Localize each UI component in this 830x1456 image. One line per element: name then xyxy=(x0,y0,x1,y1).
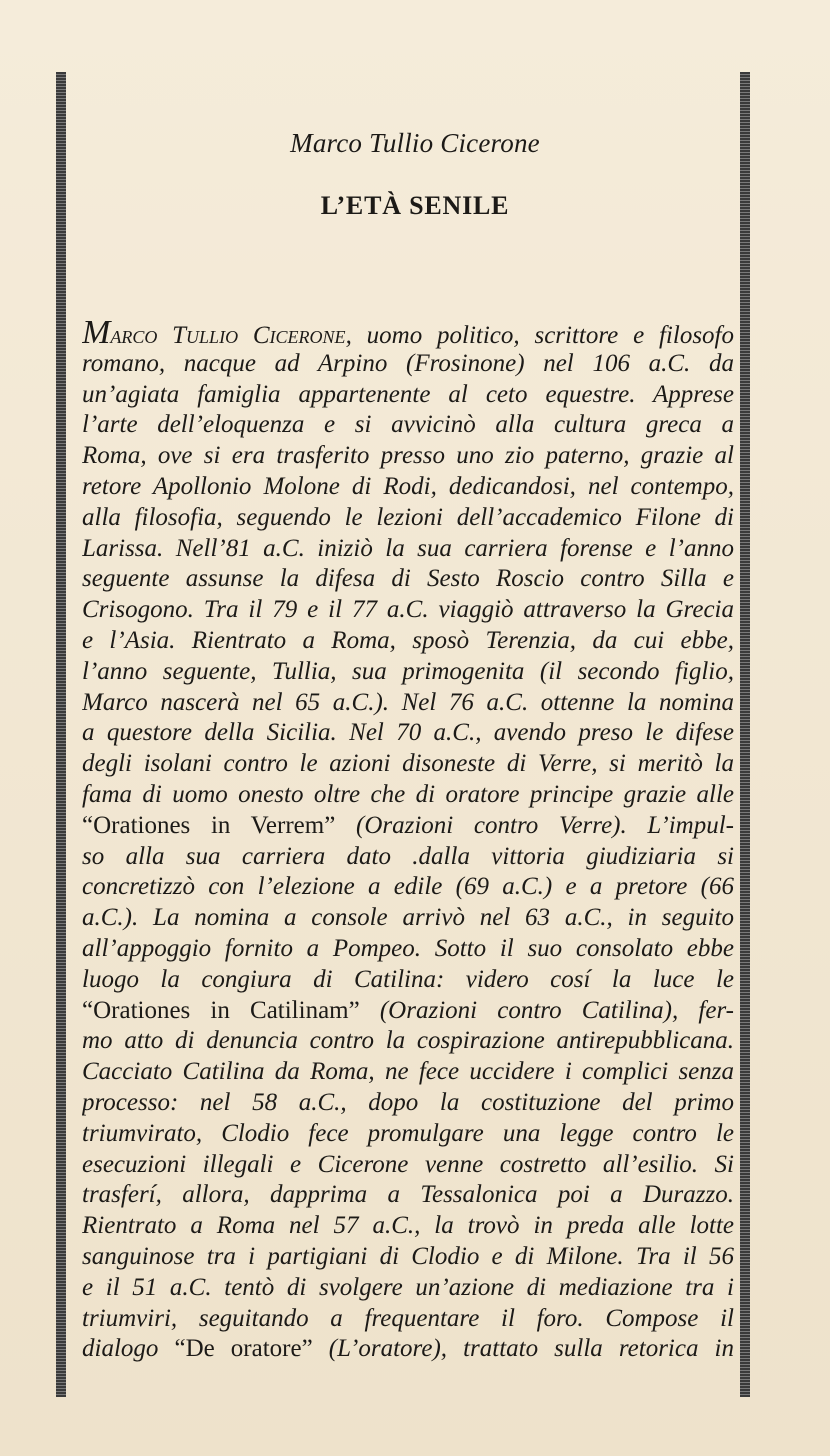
text-line: e il 51 a.C. tentò di svolgere un’azione di mediazione tra i xyxy=(82,1273,734,1301)
text-line: Rientrato a Roma nel 57 a.C., la trovò in preda alle lotte xyxy=(82,1212,734,1240)
line-lead: dialogo xyxy=(82,1335,175,1363)
line-rest: , uomo politico, scrittore e filosofo xyxy=(345,322,734,349)
text-line: a questore della Sicilia. Nel 70 a.C., avendo preso le difese xyxy=(82,719,734,747)
text-line: Cacciato Catilina da Roma, ne fece uccidere i complici senza xyxy=(82,1058,734,1086)
text-line: so alla sua carriera dato .dalla vittoria giudiziaria si xyxy=(82,842,734,870)
text-line: processo: nel 58 a.C., dopo la costituzione del primo xyxy=(82,1088,734,1116)
text-line: luogo la congiura di Catilina: videro cosí la luce le xyxy=(82,965,734,993)
text-line: e l’Asia. Rientrato a Roma, sposò Terenzia, da cui ebbe, xyxy=(82,626,734,654)
text-line: trasferí, allora, dapprima a Tessalonica poi a Durazzo. xyxy=(82,1181,734,1209)
text-line: romano, nacque ad Arpino (Frosinone) nel 106 a.C. da xyxy=(82,349,734,377)
drop-initial: M xyxy=(82,318,111,349)
line-rest: (Orazioni contro Catilina), fer- xyxy=(359,996,734,1024)
right-border-rule xyxy=(740,72,750,1397)
text-line xyxy=(82,318,734,349)
text-line: fama di uomo onesto oltre che di oratore principe grazie alle xyxy=(82,780,734,808)
work-title: “Orationes in Catilinam” xyxy=(82,996,360,1024)
work-title: “De oratore” xyxy=(174,1335,313,1363)
text-line: mo atto di denuncia contro la cospirazione antirepubblicana. xyxy=(82,1027,734,1055)
text-line: Marco nascerà nel 65 a.C.). Nel 76 a.C. ottenne la nomina xyxy=(82,688,734,716)
text-line: Roma, ove si era trasferito presso uno zio paterno, grazie al xyxy=(82,442,734,470)
text-line: a.C.). La nomina a console arrivò nel 63 a.C., in seguito xyxy=(82,904,734,932)
text-line: Crisogono. Tra il 79 e il 77 a.C. viaggiò attraverso la Grecia xyxy=(82,596,734,624)
text-line xyxy=(82,996,734,1027)
left-border-rule xyxy=(56,72,66,1397)
text-line: concretizzò con l’elezione a edile (69 a.C.) e a pretore (66 xyxy=(82,873,734,901)
text-line: un’agiata famiglia appartenente al ceto equestre. Apprese xyxy=(82,380,734,408)
text-line: triumviri, seguitando a frequentare il foro. Compose il xyxy=(82,1304,734,1332)
text-line: Larissa. Nell’81 a.C. iniziò la sua carriera forense e l’anno xyxy=(82,534,734,562)
text-line xyxy=(82,1334,734,1365)
text-line: l’anno seguente, Tullia, sua primogenita (il secondo figlio, xyxy=(82,657,734,685)
text-line: sanguinose tra i partigiani di Clodio e di Milone. Tra il 56 xyxy=(82,1242,734,1270)
text-line xyxy=(82,811,734,842)
text-line: all’appoggio fornito a Pompeo. Sotto il suo consolato ebbe xyxy=(82,934,734,962)
text-line: triumvirato, Clodio fece promulgare una legge contro le xyxy=(82,1119,734,1147)
chapter-title: L’ETÀ SENILE xyxy=(320,191,510,220)
text-line: esecuzioni illegali e Cicerone venne costretto all’esilio. Si xyxy=(82,1150,734,1178)
text-line: l’arte dell’eloquenza e si avvicinò alla cultura greca a xyxy=(82,411,734,439)
line-rest: (L’oratore), trattato sulla retorica in xyxy=(312,1335,734,1363)
text-line: degli isolani contro le azioni disoneste di Verre, si meritò la xyxy=(82,750,734,778)
text-line: retore Apollonio Molone di Rodi, dedicandosi, nel contempo, xyxy=(82,472,734,500)
smallcaps-name: arco Tullio Cicerone xyxy=(110,322,346,349)
text-line: seguente assunse la difesa di Sesto Roscio contro Silla e xyxy=(82,565,734,593)
text-line: alla filosofia, seguendo le lezioni dell’accademico Filone di xyxy=(82,503,734,531)
work-title: “Orationes in Verrem” xyxy=(82,811,336,839)
line-rest: (Orazioni contro Verre). L’impul- xyxy=(335,811,734,839)
author-name: Marco Tullio Cicerone xyxy=(290,128,540,158)
biography-text xyxy=(82,318,734,1365)
